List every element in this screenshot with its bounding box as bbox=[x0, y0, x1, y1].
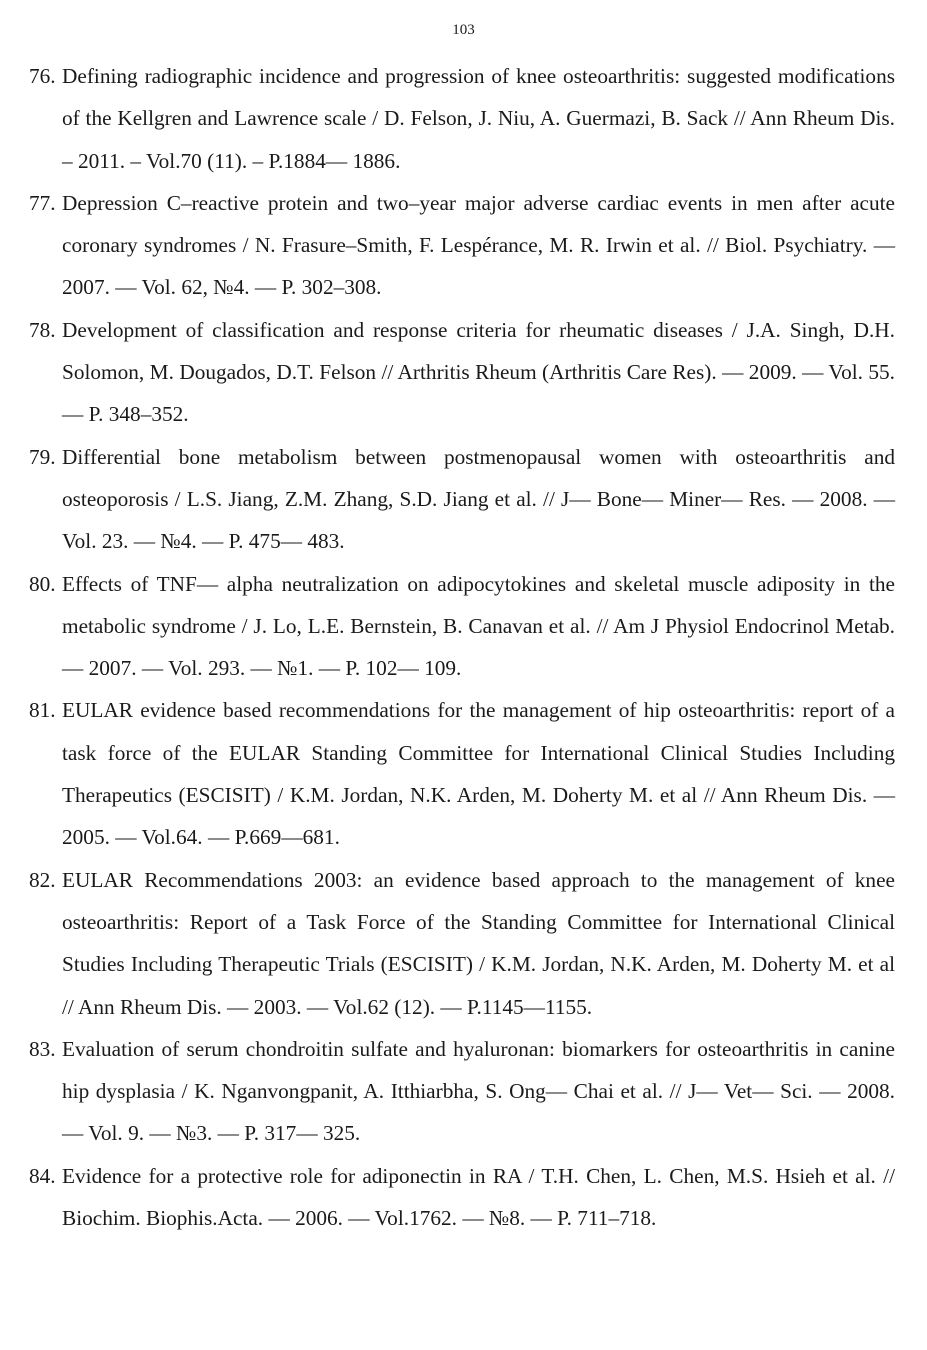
reference-item bbox=[29, 182, 895, 309]
reference-text: EULAR evidence based recommendations for the management of hip osteoarthritis: report of a task force of the EULAR Standing Committee for International Clinical Studies Including Therapeutics (ESCISIT) / K.M. Jordan, N.K. Arden, M. Doherty M. et al // Ann Rheum Dis. — 2005. — Vol.64. — P.669—681. bbox=[62, 698, 895, 850]
reference-text: Evaluation of serum chondroitin sulfate and hyaluronan: biomarkers for osteoarthritis in canine hip dysplasia / K. Nganvongpanit, A. Itthiarbha, S. Ong— Chai et al. // J— Vet— Sci. — 2008. — Vol. 9. — №3. — P. 317— 325. bbox=[62, 1036, 895, 1146]
reference-number: 83. bbox=[29, 1036, 56, 1061]
reference-text: Differential bone metabolism between postmenopausal women with osteoarthritis and osteoporosis / L.S. Jiang, Z.M. Zhang, S.D. Jiang et al. // J— Bone— Miner— Res. — 2008. —Vol. 23. — №4. — P. 475— 483. bbox=[62, 444, 895, 554]
reference-item bbox=[29, 309, 895, 436]
reference-text: Development of classification and response criteria for rheumatic diseases / J.A. Singh, D.H. Solomon, M. Dougados, D.T. Felson // Arthritis Rheum (Arthritis Care Res). — 2009. — Vol. 55. — P. 348–352. bbox=[62, 317, 895, 427]
reference-number: 77. bbox=[29, 190, 56, 215]
reference-item bbox=[29, 1155, 895, 1240]
reference-item bbox=[29, 689, 895, 858]
reference-number: 78. bbox=[29, 317, 56, 342]
reference-item bbox=[29, 563, 895, 690]
reference-item bbox=[29, 859, 895, 1028]
reference-list bbox=[29, 55, 895, 1239]
reference-number: 80. bbox=[29, 571, 56, 596]
reference-text: Defining radiographic incidence and progression of knee osteoarthritis: suggested modifications of the Kellgren and Lawrence scale / D. Felson, J. Niu, A. Guermazi, B. Sack // Ann Rheum Dis. – 2011. – Vol.70 (11). – P.1884— 1886. bbox=[62, 64, 895, 173]
reference-number: 81. bbox=[29, 698, 56, 723]
page-number: 103 bbox=[452, 22, 475, 38]
reference-text: Depression C–reactive protein and two–year major adverse cardiac events in men after acute coronary syndromes / N. Frasure–Smith, F. Lespérance, M. R. Irwin et al. // Biol. Psychiatry. — 2007. — Vol. 62, №4. — P. 302–308. bbox=[62, 190, 895, 300]
reference-number: 82. bbox=[29, 867, 56, 892]
reference-number: 79. bbox=[29, 444, 56, 469]
reference-text: EULAR Recommendations 2003: an evidence based approach to the management of knee osteoarthritis: Report of a Task Force of the Standing Committee for International Clinical Studies Including Therapeutic Trials (ESCISIT) / K.M. Jordan, N.K. Arden, M. Doherty M. et al // Ann Rheum Dis. — 2003. — Vol.62 (12). — P.1145—1155. bbox=[62, 867, 895, 1019]
reference-number: 84. bbox=[29, 1163, 56, 1188]
reference-text: Evidence for a protective role for adiponectin in RA / T.H. Chen, L. Chen, M.S. Hsieh et al. // Biochim. Biophis.Acta. — 2006. — Vol.1762. — №8. — P. 711–718. bbox=[62, 1163, 895, 1231]
reference-number: 76. bbox=[29, 64, 56, 88]
reference-item bbox=[29, 436, 895, 563]
reference-item bbox=[29, 1028, 895, 1155]
reference-text: Effects of TNF— alpha neutralization on adipocytokines and skeletal muscle adiposity in the metabolic syndrome / J. Lo, L.E. Bernstein, B. Canavan et al. // Am J Physiol Endocrinol Metab. — 2007. — Vol. 293. — №1. — P. 102— 109. bbox=[62, 571, 895, 681]
reference-item bbox=[29, 55, 895, 182]
